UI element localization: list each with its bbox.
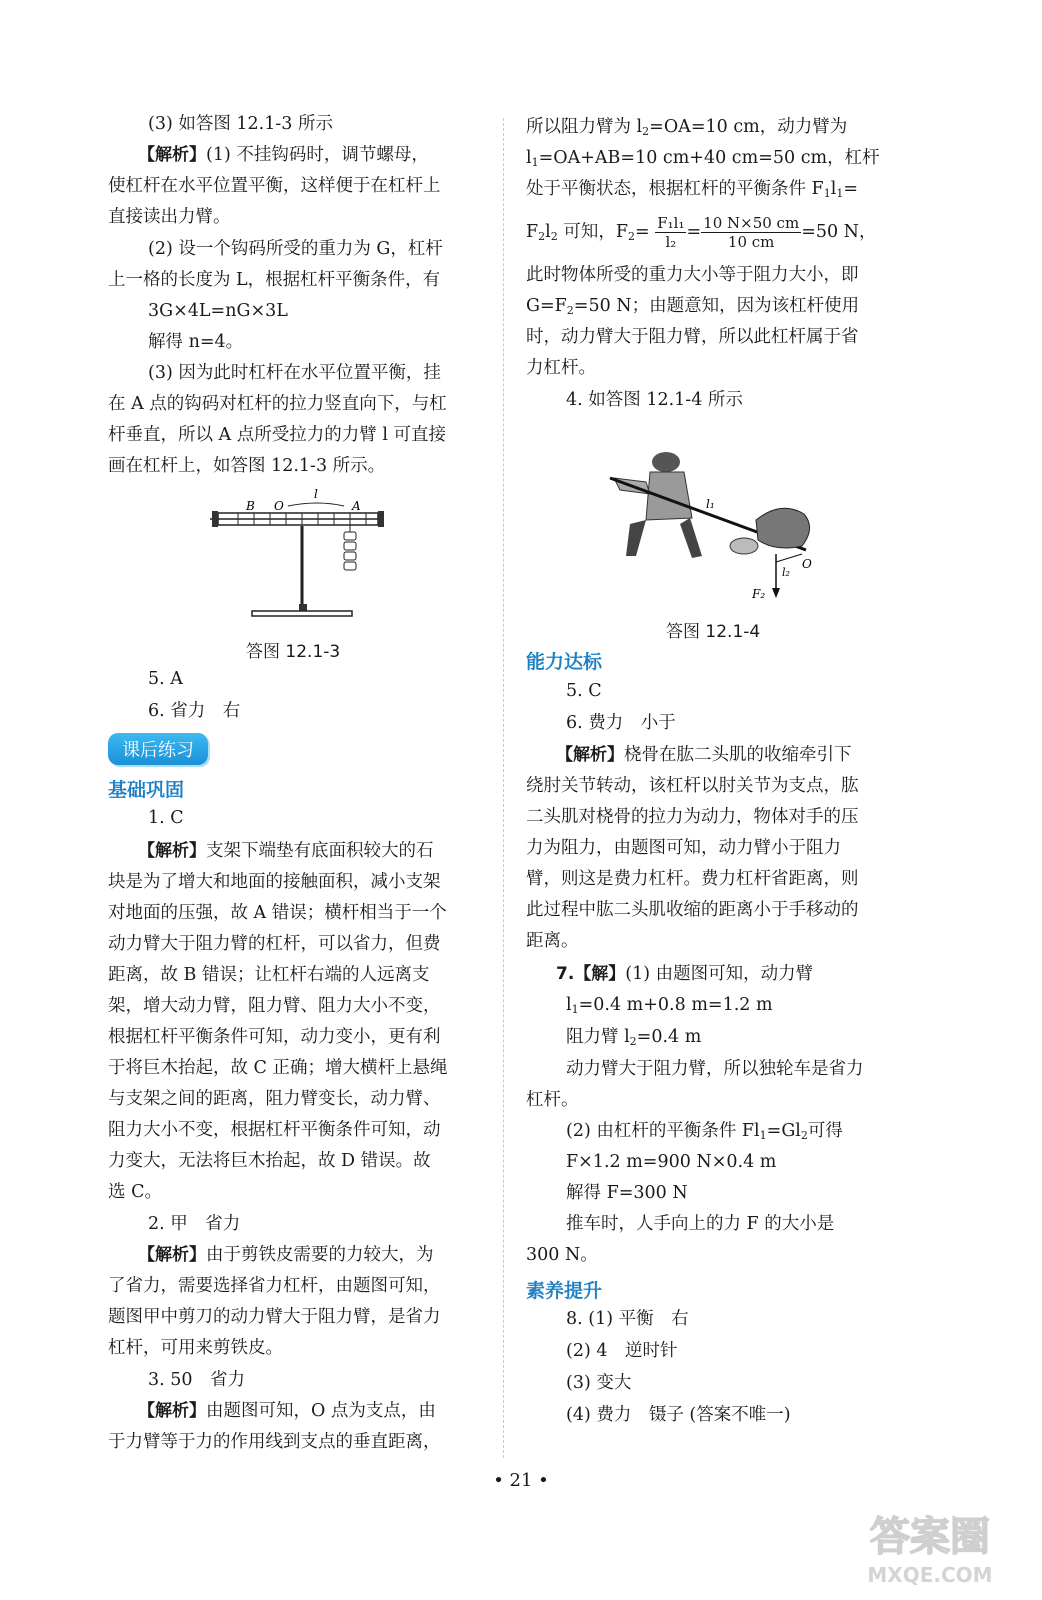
text-line: 臂，则这是费力杠杆。费力杠杆省距离，则 bbox=[526, 869, 859, 889]
answer-line: (4) 费力 镊子 (答案不唯一) bbox=[566, 1405, 791, 1425]
text-line: 【解析】(1) 不挂钩码时，调节螺母， bbox=[138, 145, 429, 165]
label-l1: l₁ bbox=[706, 497, 715, 511]
answer-line: 5. A bbox=[148, 669, 183, 689]
column-divider bbox=[503, 118, 504, 1458]
analysis-tag: 【解析】 bbox=[138, 145, 206, 165]
text-line: 选 C。 bbox=[108, 1182, 162, 1202]
fraction: $\frac{10 N\times 50 cm}{10 cm}$ bbox=[703, 214, 800, 251]
answer-line: 6. 省力 右 bbox=[148, 701, 241, 721]
text-line: 力杠杆。 bbox=[526, 358, 596, 378]
answer-line: 5. C bbox=[566, 681, 602, 701]
text-line: 【解析】桡骨在肱二头肌的收缩牵引下 bbox=[556, 745, 852, 765]
text-line: 解得 n=4。 bbox=[148, 332, 244, 352]
analysis-tag: 【解析】 bbox=[138, 1245, 206, 1265]
text-line: 动力臂大于阻力臂，所以独轮车是省力 bbox=[566, 1059, 864, 1079]
text-line: 动力臂大于阻力臂的杠杆，可以省力，但费 bbox=[108, 934, 441, 954]
answer-line: 4. 如答图 12.1-4 所示 bbox=[566, 390, 743, 410]
text-line: 于力臂等于力的作用线到支点的垂直距离， bbox=[108, 1432, 441, 1452]
figure-caption: 答图 12.1-4 bbox=[666, 622, 761, 642]
text-line: 题图甲中剪刀的动力臂大于阻力臂，是省力 bbox=[108, 1307, 441, 1327]
text-line: 杠杆，可用来剪铁皮。 bbox=[108, 1338, 283, 1358]
formula-line: $F_2l_2$ 可知，$F_2=$ $\frac{\text{F₁l₁}}{\text{l₂}}$ = $\frac{10 N\times 50 cm}{10 cm}$ =50 N， bbox=[526, 214, 877, 251]
figure-caption: 答图 12.1-3 bbox=[246, 642, 341, 662]
answer-line: 6. 费力 小于 bbox=[566, 713, 676, 733]
text-line: 上一格的长度为 L，根据杠杆平衡条件，有 bbox=[108, 270, 441, 290]
answer-line: 8. (1) 平衡 右 bbox=[566, 1309, 689, 1329]
text-line: 【解析】由于剪铁皮需要的力较大，为 bbox=[138, 1245, 434, 1265]
text-line: 力为阻力，由题图可知，动力臂小于阻力 bbox=[526, 838, 841, 858]
text-line: 杠杆。 bbox=[526, 1090, 579, 1110]
text-line: 与支架之间的距离，阻力臂变长，动力臂、 bbox=[108, 1089, 441, 1109]
text-line: (2) 设一个钩码所受的重力为 G，杠杆 bbox=[148, 239, 443, 259]
label-a: A bbox=[352, 499, 361, 513]
text-line: 此过程中肱二头肌收缩的距离小于手移动的 bbox=[526, 900, 859, 920]
answer-line: 3. 50 省力 bbox=[148, 1370, 246, 1390]
analysis-tag: 【解析】 bbox=[138, 841, 206, 861]
watermark-text: 答案圈 bbox=[870, 1514, 990, 1560]
text-line: 在 A 点的钩码对杠杆的拉力竖直向下，与杠 bbox=[108, 394, 447, 414]
label-o: O bbox=[274, 499, 284, 513]
equation-line: 阻力臂 $l_2=0.4$ m bbox=[566, 1027, 702, 1048]
text-line: 【解析】支架下端垫有底面积较大的石 bbox=[138, 841, 434, 861]
text-line: 架，增大动力臂，阻力臂、阻力大小不变， bbox=[108, 996, 441, 1016]
analysis-tag: 【解析】 bbox=[138, 1401, 206, 1421]
text-line: 根据杠杆平衡条件可知，动力变小，更有利 bbox=[108, 1027, 441, 1047]
solution-tag: 7.【解】 bbox=[556, 964, 626, 984]
answer-line: (2) 4 逆时针 bbox=[566, 1341, 678, 1361]
text-line: 此时物体所受的重力大小等于阻力大小，即 bbox=[526, 265, 859, 285]
lever-diagram-figure bbox=[208, 486, 388, 626]
label-f2: F₂ bbox=[752, 587, 766, 601]
text-line: 【解析】由题图可知，O 点为支点，由 bbox=[138, 1401, 436, 1421]
equation-line: 解得 F=300 N bbox=[566, 1183, 688, 1203]
text-line: 距离，故 B 错误；让杠杆右端的人远离支 bbox=[108, 965, 430, 985]
text-line: (2) 由杠杆的平衡条件 $Fl_1=Gl_2$可得 bbox=[566, 1121, 843, 1142]
text-line: $l_1=OA+AB=10$ cm+40 cm=50 cm，杠杆 bbox=[526, 148, 880, 169]
text-line: 直接读出力臂。 bbox=[108, 207, 231, 227]
section-heading-ability: 能力达标 bbox=[526, 651, 603, 673]
label-l: l bbox=[314, 487, 318, 501]
section-heading-basic: 基础巩固 bbox=[108, 779, 185, 801]
text-line: 块是为了增大和地面的接触面积，减小支架 bbox=[108, 872, 441, 892]
section-heading-literacy: 素养提升 bbox=[526, 1280, 603, 1302]
fraction: $\frac{\text{F₁l₁}}{\text{l₂}}$ bbox=[657, 214, 685, 251]
text-line: (3) 如答图 12.1-3 所示 bbox=[148, 114, 333, 134]
answer-line: 1. C bbox=[148, 808, 184, 828]
text-line: 阻力大小不变，根据杠杆平衡条件可知，动 bbox=[108, 1120, 441, 1140]
watermark-domain: MXQE.COM bbox=[867, 1563, 993, 1587]
page-number: • 21 • bbox=[493, 1470, 549, 1491]
text-line: $G=F_2=50$ N；由题意知，因为该杠杆使用 bbox=[526, 296, 860, 317]
text-line: 力变大，无法将巨木抬起，故 D 错误。故 bbox=[108, 1151, 431, 1171]
text-line: 距离。 bbox=[526, 931, 579, 951]
text-line: 了省力，需要选择省力杠杆，由题图可知， bbox=[108, 1276, 441, 1296]
equation-line: 3G×4L=nG×3L bbox=[148, 301, 288, 321]
analysis-tag: 【解析】 bbox=[556, 745, 624, 765]
rock-icon bbox=[756, 508, 810, 548]
label-l2: l₂ bbox=[782, 566, 790, 579]
answer-line: (3) 变大 bbox=[566, 1373, 632, 1393]
text-line: 处于平衡状态，根据杠杆的平衡条件 $F_1l_1=$ bbox=[526, 179, 858, 200]
worker-head bbox=[652, 452, 680, 472]
watermark-logo bbox=[845, 1500, 1015, 1590]
fulcrum-stone bbox=[730, 538, 758, 554]
text-line: 绕肘关节转动，该杠杆以肘关节为支点，肱 bbox=[526, 776, 859, 796]
text-line: 杆垂直，所以 A 点所受拉力的力臂 l 可直接 bbox=[108, 425, 446, 445]
text-line: 推车时，人手向上的力 F 的大小是 bbox=[566, 1214, 835, 1234]
text-line: 使杠杆在水平位置平衡，这样便于在杠杆上 bbox=[108, 176, 441, 196]
text-line: 画在杠杆上，如答图 12.1-3 所示。 bbox=[108, 456, 386, 476]
equation-line: $l_1=0.4$ m+0.8 m=1.2 m bbox=[566, 995, 773, 1016]
text-line: 于将巨木抬起，故 C 正确；增大横杆上悬绳 bbox=[108, 1058, 448, 1078]
text-line: 所以阻力臂为 $l_2=OA=10$ cm，动力臂为 bbox=[526, 117, 848, 138]
text-line: 对地面的压强，故 A 错误；横杆相当于一个 bbox=[108, 903, 447, 923]
text-line: 7.【解】(1) 由题图可知，动力臂 bbox=[556, 964, 814, 984]
section-pill-after-class: 课后练习 bbox=[108, 733, 208, 765]
label-o: O bbox=[802, 557, 812, 571]
crowbar-diagram-figure bbox=[606, 428, 846, 608]
equation-line: F×1.2 m=900 N×0.4 m bbox=[566, 1152, 777, 1172]
answer-line: 2. 甲 省力 bbox=[148, 1214, 241, 1234]
text-line: 二头肌对桡骨的拉力为动力，物体对手的压 bbox=[526, 807, 859, 827]
text-line: 300 N。 bbox=[526, 1245, 598, 1265]
label-b: B bbox=[246, 499, 255, 513]
text-line: (3) 因为此时杠杆在水平位置平衡，挂 bbox=[148, 363, 441, 383]
text-line: 时，动力臂大于阻力臂，所以此杠杆属于省 bbox=[526, 327, 859, 347]
